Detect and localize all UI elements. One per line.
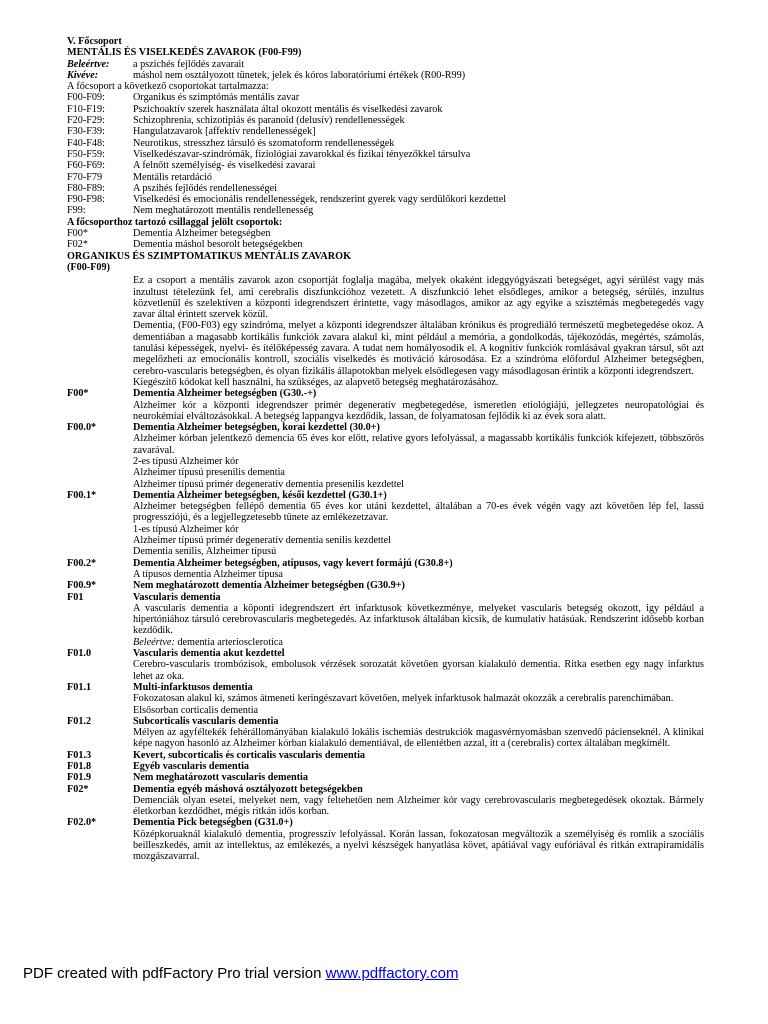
entry-title: Dementia Alzheimer betegségben, atípusos, vagy kevert formájú (G30.8+) <box>133 557 453 569</box>
entry-text: Alzheimer típusú primér degeneratív dementia presenilis kezdettel <box>133 478 404 490</box>
entry-title: Dementia Alzheimer betegségben, korai kezdettel (30.0+) <box>133 422 380 434</box>
entry <box>67 784 704 818</box>
entry-title: Dementia Alzheimer betegségben, késői kezdettel (G30.1+) <box>133 489 387 501</box>
group-row <box>67 92 704 103</box>
entry-text: Mélyen az agyféltekék fehérállományában kialakuló lokális ischemiás destrukciók magasvérnyomásban szenvedő pácienseknél. A klinikai képe nagyon hasonló az Alzheimer kórban kialakuló dementiával, de ellentétben azzal, itt a (cerebralis) cortex általában megkímélt. <box>133 727 704 750</box>
entry-includes-text: dementia arteriosclerotica <box>174 636 283 648</box>
entry-text: Elsősorban corticalis dementia <box>133 704 259 716</box>
entry-text: A típusos dementia Alzheimer típusa <box>133 568 283 580</box>
entry-body <box>133 784 704 818</box>
chapter-title: MENTÁLIS ÉS VISELKEDÉS ZAVAROK (F00-F99) <box>67 47 302 59</box>
entry-code: F01.0 <box>67 648 92 660</box>
group-row <box>67 160 704 171</box>
entry-text: Alzheimer típusú presenilis dementia <box>133 467 285 479</box>
entry-title: Kevert, subcorticalis és corticalis vascularis dementia <box>133 749 365 761</box>
group-text: Organikus és szimptómás mentális zavar <box>133 92 300 104</box>
group-text: Pszichoaktív szerek használata által okozott mentális és viselkedési zavarok <box>133 103 443 115</box>
excludes-label: Kivéve: <box>67 69 99 81</box>
group-code: F00-F09: <box>67 92 105 104</box>
entry-code: F00.9* <box>67 580 97 592</box>
entry-code: F00.0* <box>67 422 97 434</box>
asterisk-code: F00* <box>67 228 88 240</box>
footer-text: PDF created with pdfFactory Pro trial version <box>23 965 326 982</box>
group-text: Viselkedési és emocionális rendellenességek, rendszerint gyerek vagy serdülőkori kezdettel <box>133 194 507 206</box>
entry-code: F00* <box>67 388 89 400</box>
group-list <box>67 92 704 216</box>
entry <box>67 592 704 648</box>
group-code: F20-F29: <box>67 115 105 127</box>
entry-body <box>133 592 704 648</box>
entry-body <box>133 716 704 750</box>
entry-code: F02.0* <box>67 817 97 829</box>
entry-text: Alzheimer betegségben fellépő dementia 65 éves kor utáni kezdettel, általában a 70-es évek végén vagy azt követően lép fel, lassú progressziójú, és a legjellegzetesebb tünete az emlékezetzavar. <box>133 501 704 524</box>
pdf-footer <box>23 965 458 982</box>
entry-body <box>133 750 704 761</box>
entry-title: Dementia Pick betegségben (G31.0+) <box>133 817 293 829</box>
includes-text: a pszichés fejlődés zavarait <box>133 58 245 70</box>
group-row <box>67 194 704 205</box>
entry-text: Alzheimer kórban jelentkező demencia 65 éves kor előtt, relative gyors lefolyással, a magassabb kortikális funkciók kifejezett, többszörös zavarával. <box>133 433 704 456</box>
group-text: A pszihés fejlődés rendellenességei <box>133 182 277 194</box>
group-code: F50-F59: <box>67 148 105 160</box>
entry-body <box>133 388 704 422</box>
group-row <box>67 126 704 137</box>
entry-text: Dementia senilis, Alzheimer típusú <box>133 546 277 558</box>
entry-text: Alzheimer kór a központi idegrendszer primér degeneratív megbetegedése, ismeretlen etiológiájú, jellegzetes neuropatológiai és neurokémiai elváltozásokkal. A betegség lappangva kezdődik, lassan, de folyamatosan fejlődik ki az évek sora alatt. <box>133 399 704 422</box>
group-heading: V. Főcsoport <box>67 36 122 47</box>
entry-text: 2-es típusú Alzheimer kór <box>133 455 239 467</box>
entry-code: F00.1* <box>67 489 97 501</box>
entry <box>67 422 704 490</box>
group-row <box>67 138 704 149</box>
entry-includes <box>133 637 704 648</box>
entry <box>67 761 704 772</box>
entry-includes-label: Beleértve: <box>133 636 175 648</box>
entry <box>67 817 704 862</box>
section-intro-2: Dementia, (F00-F03) egy szindróma, melyet a központi idegrendszer általában krónikus és progrediáló természetű megbetegedése okoz. A dementiában a magasabb kortikális funkciók zavara alakul ki, mint például a memória, a gondolkodás, tájékozódás, megértés, számolás, tanulási képességek, nyelvi- és ítélőképesség zavara. A tudat nem homályosodik el. A kognitív funkciók romlásával gyakran társul, sőt azt megelőzheti az emocionális kontroll, szociális viselkedés és motiváció károsodása. Ez a szindróma előfordul Alzheimer betegségben, cerebro-vascularis betegségben, és olyan fizikális állapotokban melyek elsődlegesen vagy másodlagosan érintik a központi idegrendszert. <box>133 320 704 377</box>
group-row <box>67 104 704 115</box>
group-row <box>67 183 704 194</box>
entry-title: Dementia egyéb máshová osztályozott betegségekben <box>133 783 363 795</box>
asterisk-code: F02* <box>67 239 88 251</box>
entry-text: Alzheimer típusú primér degeneratív dementia senilis kezdettel <box>133 535 391 547</box>
group-row <box>67 149 704 160</box>
entry <box>67 388 704 422</box>
group-code: F60-F69: <box>67 160 105 172</box>
excludes-text: máshol nem osztályozott tünetek, jelek és kóros laboratóriumi értékek (R00-R99) <box>133 69 466 81</box>
entry <box>67 490 704 558</box>
entry-body <box>133 761 704 772</box>
entry-code: F01.3 <box>67 749 92 761</box>
section-intro-3: Kiegészítő kódokat kell használni, ha szükséges, az alapvető betegség meghatározásához. <box>133 376 499 388</box>
entry-text: Cerebro-vascularis trombózisok, embolusok vérzések sorozatát követően gyorsan kialakuló dementia. Ritka esetben egy nagy infarktus lehet az oka. <box>133 659 704 682</box>
entry-title: Subcorticalis vascularis dementia <box>133 715 279 727</box>
entry-code: F01.1 <box>67 681 92 693</box>
group-row <box>67 115 704 126</box>
entry-title: Egyéb vascularis dementia <box>133 761 250 772</box>
entry <box>67 716 704 750</box>
group-code: F90-F98: <box>67 194 105 206</box>
entry-text: Középkoruaknál kialakuló dementia, progresszív lefolyással. Korán lassan, fokozatosan megváltozik a személyiség és romlik a szociális beilleszkedés, amit az intellektus, az emlékezés, a nyelvi készségek hanyatlása követ, apátiával vagy eufóriával és ritkán extrapiramidális mozgászavarral. <box>133 828 704 863</box>
entry <box>67 558 704 581</box>
group-text: Nem meghatározott mentális rendellenesség <box>133 205 314 217</box>
entry <box>67 772 704 783</box>
entry-code: F00.2* <box>67 557 97 569</box>
entry-code: F02* <box>67 783 89 795</box>
group-code: F30-F39: <box>67 126 105 138</box>
entry <box>67 750 704 761</box>
entry-title: Nem meghatározott dementia Alzheimer betegségben (G30.9+) <box>133 580 405 592</box>
group-code: F40-F48: <box>67 137 105 149</box>
group-text: Mentális retardáció <box>133 171 212 183</box>
group-code: F70-F79 <box>67 171 103 183</box>
entry-title: Vascularis dementia <box>133 591 221 603</box>
entry-code: F01.9 <box>67 772 92 784</box>
asterisk-text: Dementia Alzheimer betegségben <box>133 228 271 240</box>
section-title: ORGANIKUS ÉS SZIMPTOMATIKUS MENTÁLIS ZAVAROK <box>67 250 351 262</box>
asterisk-row <box>67 239 704 250</box>
entry-text: A vascularis dementia a köponti idegrendszert ért infarktusok következménye, melyeket vascularis betegség okozott, igy például a hipertóniához társuló cerebrovascularis megbetegedés. Az infarktusok általában kicsik, de kumulatív hatásúak. Rendszerint idősebb korban kezdődik. <box>133 602 704 637</box>
section-range: (F00-F09) <box>67 261 110 273</box>
group-code: F99: <box>67 205 86 217</box>
excludes-row <box>67 70 704 81</box>
group-text: Viselkedészavar-szindrómák, fiziológiai zavarokkal és fizikai tényezőkkel társulva <box>133 148 471 160</box>
entry-body <box>133 422 704 490</box>
group-text: Schizophrenia, schizotipiás és paranoid (delusív) rendellenességek <box>133 115 405 127</box>
entry-title: Vascularis dementia akut kezdettel <box>133 648 285 660</box>
entry-body <box>133 580 704 591</box>
asterisk-row <box>67 228 704 239</box>
entry-code: F01.8 <box>67 761 92 772</box>
entry-text: 1-es típusú Alzheimer kór <box>133 523 239 535</box>
includes-label: Beleértve: <box>67 58 110 70</box>
contains-line: A főcsoport a következő csoportokat tartalmazza: <box>67 81 269 93</box>
includes-row <box>67 59 704 70</box>
entry-title: Nem meghatározott vascularis dementia <box>133 772 308 784</box>
asterisk-heading: A főcsoporthoz tartozó csillaggal jelölt csoportok: <box>67 216 283 228</box>
document-page <box>67 36 704 863</box>
group-text: Neurotikus, stresszhez társuló és szomatoform rendellenességek <box>133 137 395 149</box>
footer-link[interactable]: www.pdffactory.com <box>325 965 459 982</box>
entry-body <box>133 817 704 862</box>
section-intro-1: Ez a csoport a mentális zavarok azon csoportját foglalja magába, melyek okaként ideggyógyászati betegséget, agyi sérülést vagy más inzultust tételezünk fel, ami cerebralis diszfunkcióhoz vezetett. A diszfunkció lehet elsődleges, amikor a betegség, sérülés, inzultus közvetlenül és szelektíven a központi idegrendszert érintette, vagy másodlagos, amikor az agy egyike a szisztémás megbetegedés vagy zavar által érintett szervek közül. <box>133 275 704 321</box>
entry-text: Fokozatosan alakul ki, számos átmeneti keringészavart követően, melyek infarktusok halmazát okozzák a cerebralis parenchimában. <box>133 693 674 705</box>
entry-body <box>133 490 704 558</box>
group-row <box>67 205 704 216</box>
entry-list <box>67 388 704 862</box>
entry-body <box>133 558 704 581</box>
entry-code: F01 <box>67 591 84 603</box>
group-row <box>67 172 704 183</box>
entry <box>67 648 704 682</box>
entry-body <box>133 682 704 716</box>
asterisk-text: Dementia máshol besorolt betegségekben <box>133 239 303 251</box>
entry <box>67 580 704 591</box>
asterisk-list <box>67 228 704 251</box>
group-text: Hangulatzavarok [affektív rendellenességek] <box>133 126 316 138</box>
entry <box>67 682 704 716</box>
entry-text: Demenciák olyan esetei, melyeket nem, vagy feltehetően nem Alzheimer kór vagy cerebrovascularis megbetegedések okoztak. Bármely életkorban kezdődhet, mégis ritkán idős korban. <box>133 794 704 818</box>
entry-body <box>133 772 704 783</box>
group-code: F10-F19: <box>67 103 105 115</box>
entry-title: Multi-infarktusos dementia <box>133 681 253 693</box>
entry-code: F01.2 <box>67 715 92 727</box>
group-text: A felnőtt személyiség- és viselkedési zavarai <box>133 160 316 172</box>
entry-title: Dementia Alzheimer betegségben (G30.-+) <box>133 388 317 400</box>
entry-body <box>133 648 704 682</box>
group-code: F80-F89: <box>67 182 105 194</box>
